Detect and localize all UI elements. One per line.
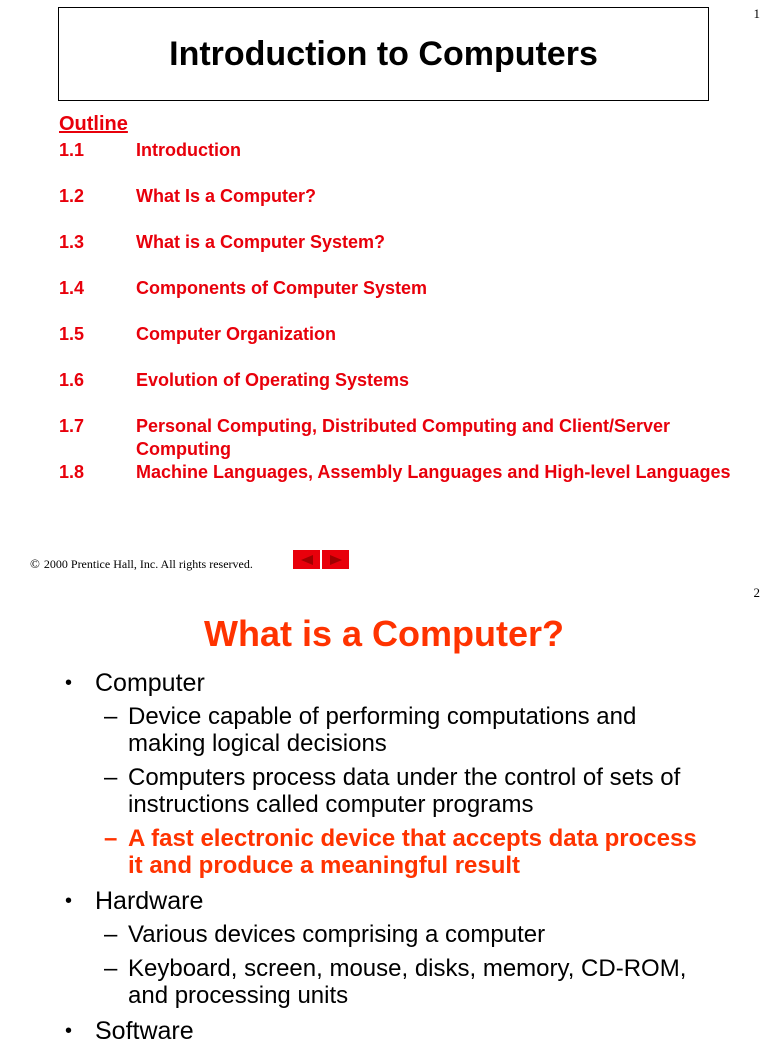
dash-icon: – (104, 764, 118, 791)
bullet-text: Computer (95, 669, 205, 697)
slide-title: Introduction to Computers (169, 34, 598, 73)
left-triangle-icon (299, 554, 315, 566)
outline-item-number: 1.6 (59, 370, 85, 390)
bullet-icon: • (65, 1020, 73, 1042)
outline-item-text: Evolution of Operating Systems (136, 370, 410, 390)
next-slide-button[interactable] (322, 550, 349, 569)
page-number: 2 (753, 585, 760, 600)
outline-item-text: What Is a Computer? (136, 186, 317, 206)
outline-item-number: 1.1 (59, 140, 85, 160)
bullet-text: Hardware (95, 887, 204, 915)
sub-bullet-text: Computers process data under the control of sets of instructions called computer programs (128, 764, 681, 818)
outline-item-text: Components of Computer System (136, 278, 428, 298)
outline-item-text: What is a Computer System? (136, 232, 386, 252)
copyright-footer (30, 556, 253, 572)
page-number: 1 (753, 6, 760, 21)
outline-item-number: 1.5 (59, 324, 85, 344)
outline-item-number: 1.8 (59, 462, 85, 482)
slide-nav (293, 550, 349, 569)
outline-item-number: 1.2 (59, 186, 85, 206)
sub-bullet-text: Keyboard, screen, mouse, disks, memory, CD-ROM, and processing units (128, 955, 687, 1009)
dash-icon: – (104, 825, 118, 852)
dash-icon: – (104, 955, 118, 982)
sub-bullet-text: A fast electronic device that accepts data process it and produce a meaningful result (128, 825, 697, 879)
previous-slide-button[interactable] (293, 550, 320, 569)
bullet-item (65, 887, 204, 915)
right-triangle-icon (328, 554, 344, 566)
bullet-item (65, 1017, 194, 1045)
outline-item-text: Personal Computing, Distributed Computing and Client/Server Computing (136, 416, 671, 459)
sub-bullet-item (104, 921, 708, 948)
sub-bullet-text: Various devices comprising a computer (128, 921, 546, 948)
bullet-item (65, 669, 205, 697)
outline-item-text: Machine Languages, Assembly Languages and High-level Languages (136, 462, 731, 482)
sub-bullet-item (104, 703, 708, 757)
dash-icon: – (104, 703, 118, 730)
slide-2 (0, 585, 768, 1045)
outline-item-number: 1.7 (59, 416, 85, 436)
bullet-icon: • (65, 672, 73, 694)
outline-item-text: Introduction (136, 140, 241, 160)
slide-title: What is a Computer? (203, 613, 565, 654)
outline-item-number: 1.4 (59, 278, 85, 298)
sub-bullet-item (104, 955, 708, 1009)
outline-item-text: Computer Organization (136, 324, 337, 344)
bullet-icon: • (65, 890, 73, 912)
sub-bullet-text: Device capable of performing computations and making logical decisions (128, 703, 637, 757)
outline-item-number: 1.3 (59, 232, 85, 252)
bullet-text: Software (95, 1017, 194, 1045)
sub-bullet-item-highlighted (104, 825, 708, 879)
copyright-icon: © (30, 556, 40, 571)
sub-bullet-item (104, 764, 708, 818)
outline-heading[interactable]: Outline (59, 113, 128, 135)
title-box (58, 7, 709, 101)
dash-icon: – (104, 921, 118, 948)
copyright-text: 2000 Prentice Hall, Inc. All rights reserved. (43, 556, 253, 571)
